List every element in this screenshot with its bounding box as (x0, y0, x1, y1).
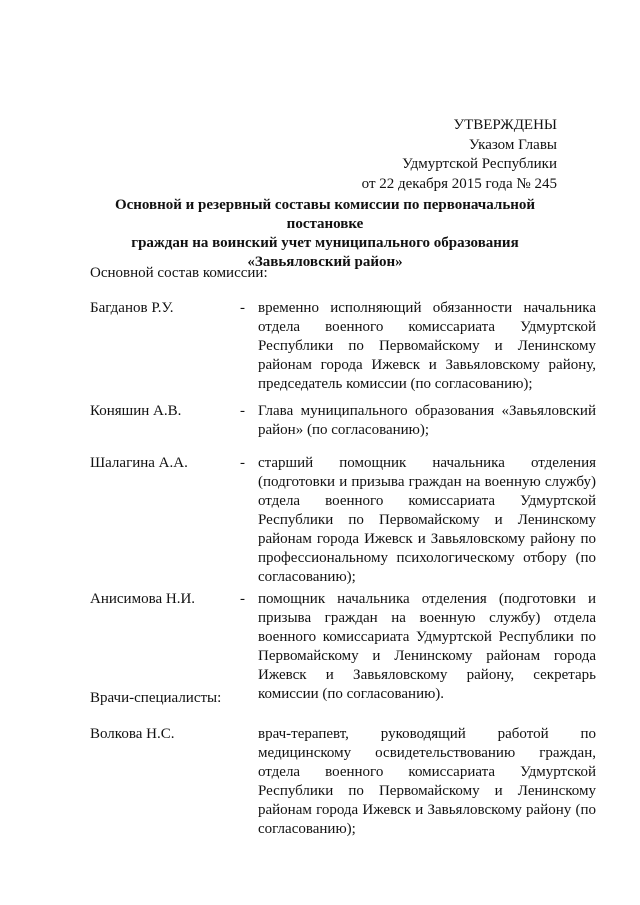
member-dash: - (240, 300, 245, 316)
main-section-label: Основной состав комиссии: (90, 265, 268, 281)
doctors-section-label: Врачи-специалисты: (90, 690, 222, 706)
member-role: помощник начальника отделения (подготовки и призыва граждан на военную службу) отдела военного комиссариата Удмуртской Республики по Первомайскому и Ленинскому районам города Ижевск и Завьяловскому району, секретарь комиссии (по согласованию). (258, 591, 596, 702)
title-line-3: «Завьяловский район» (247, 254, 403, 270)
member-role: старший помощник начальника отделения (подготовки и призыва граждан на военную службу) отдела военного комиссариата Удмуртской Республики по Первомайскому и Ленинскому районам города Ижевск и Завьяловскому району по профессиональному психологическому отбору (по согласованию); (258, 455, 596, 585)
member-name: Багданов Р.У. (90, 300, 174, 316)
member-dash: - (240, 591, 245, 607)
member-name: Коняшин А.В. (90, 403, 182, 419)
title-line-1: Основной и резервный составы комиссии по первоначальной постановке (114, 197, 536, 232)
approval-region: Удмуртской Республики (402, 156, 557, 172)
member-dash: - (240, 403, 245, 419)
doctor-name: Волкова Н.С. (90, 726, 175, 742)
title-line-2: граждан на воинский учет муниципального образования (131, 235, 519, 251)
document-title (90, 196, 560, 272)
approval-heading: УТВЕРЖДЕНЫ (453, 117, 557, 133)
member-name: Шалагина А.А. (90, 455, 188, 471)
approval-authority: Указом Главы (468, 136, 557, 153)
member-name: Анисимова Н.И. (90, 591, 196, 607)
member-role: временно исполняющий обязанности начальника отдела военного комиссариата Удмуртской Республики по Первомайскому и Ленинскому районам города Ижевск и Завьяловскому району, председатель комиссии (по согласованию); (258, 300, 596, 392)
approval-block (362, 116, 557, 194)
approval-date: от 22 декабря 2015 года № 245 (361, 175, 557, 192)
member-dash: - (240, 455, 245, 471)
doctor-role: врач-терапевт, руководящий работой по медицинскому освидетельствованию граждан, отдела военного комиссариата Удмуртской Республики по Первомайскому и Ленинскому районам города Ижевск и Завьяловскому району (по согласованию); (258, 726, 596, 837)
member-role: Глава муниципального образования «Завьяловский район» (по согласованию); (258, 403, 596, 438)
